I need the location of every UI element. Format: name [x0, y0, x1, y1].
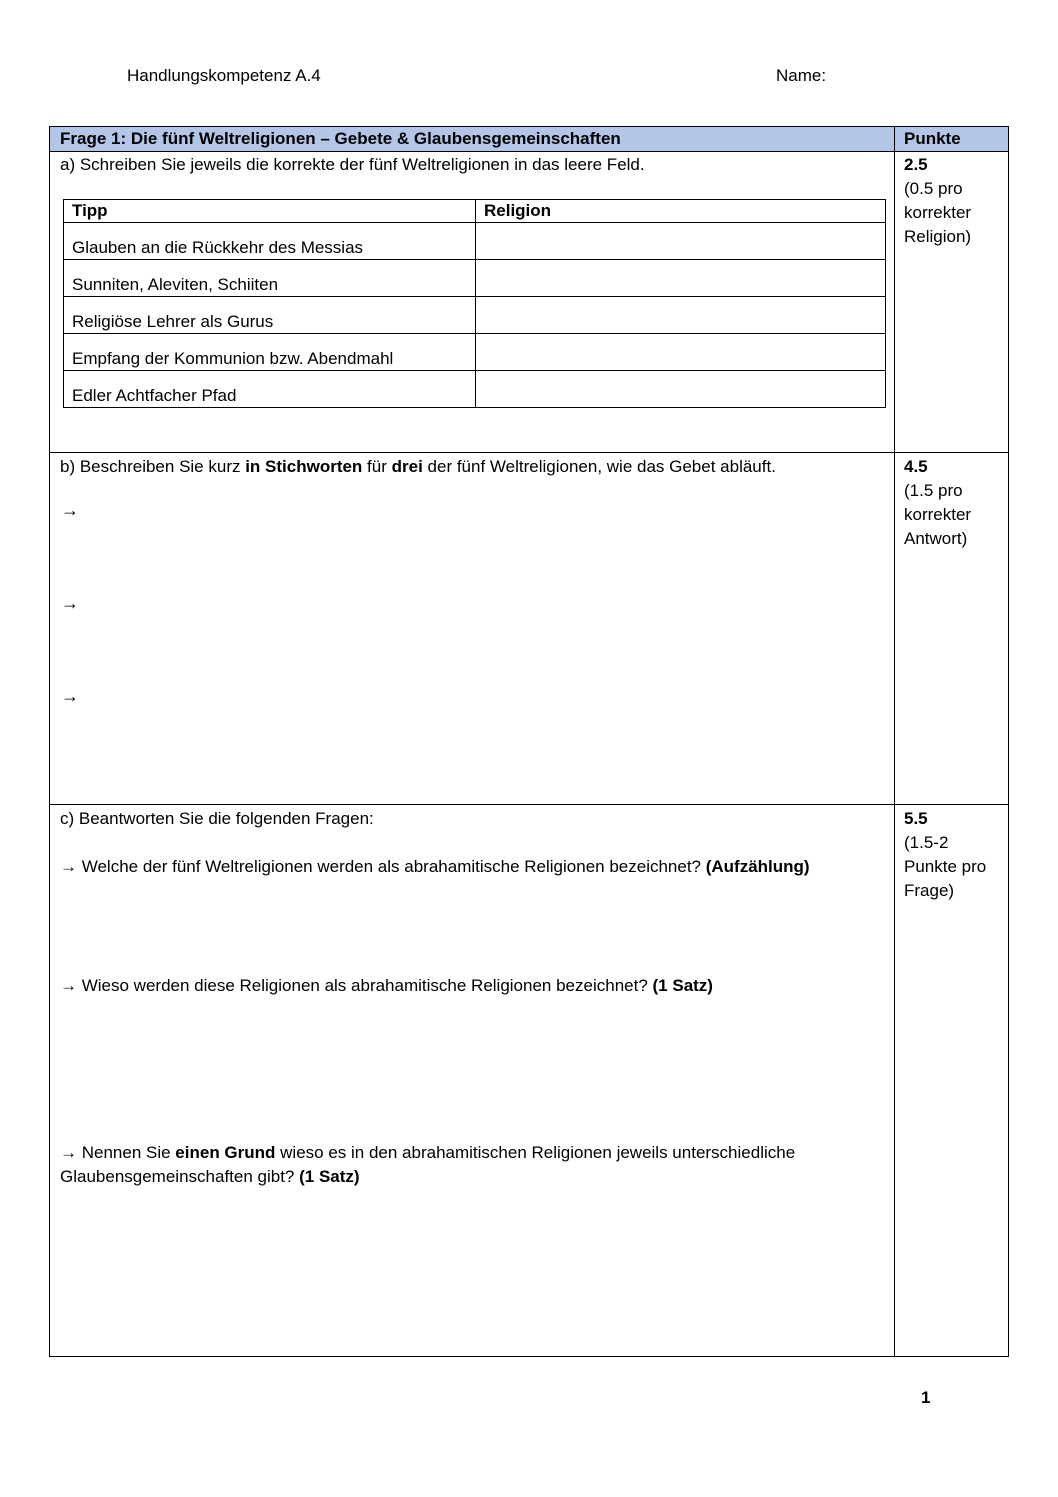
- question-c1: → Welche der fünf Weltreligionen werden als abrahamitische Religionen bezeichnet? (Aufzählung): [60, 857, 810, 876]
- page-number: 1: [921, 1388, 931, 1407]
- worksheet-title: Handlungskompetenz A.4: [127, 66, 321, 85]
- section-b-points: [904, 455, 1004, 551]
- arrow-icon: →: [61, 686, 79, 706]
- section-c-points: [904, 807, 1004, 903]
- section-b-points-note: (1.5 pro korrekter Antwort): [904, 481, 972, 548]
- table-header: [64, 200, 886, 223]
- arrow-icon: →: [61, 593, 79, 613]
- tipp-cell: Edler Achtfacher Pfad: [64, 371, 476, 408]
- section-c-points-note: (1.5-2 Punkte pro Frage): [904, 833, 987, 900]
- table-row: [64, 223, 886, 260]
- column-header-religion: Religion: [476, 200, 886, 223]
- section-a-points-note: (0.5 pro korrekter Religion): [904, 179, 972, 246]
- points-header: Punkte: [904, 129, 961, 148]
- arrow-icon: →: [61, 500, 79, 520]
- religion-match-table: [63, 199, 886, 408]
- question-c2: → Wieso werden diese Religionen als abrahamitische Religionen bezeichnet? (1 Satz): [60, 976, 713, 995]
- religion-answer-cell[interactable]: [476, 223, 886, 260]
- table-header-row: [50, 127, 1008, 152]
- table-row: [64, 260, 886, 297]
- tipp-cell: Religiöse Lehrer als Gurus: [64, 297, 476, 334]
- section-c-score: 5.5: [904, 809, 928, 828]
- section-c-prompt: c) Beantworten Sie die folgenden Fragen:: [60, 809, 374, 828]
- religion-answer-cell[interactable]: [476, 260, 886, 297]
- question-c3: → Nennen Sie einen Grund wieso es in den abrahamitischen Religionen jeweils unterschiedliche Glaubensgemeinschaften gibt? (1 Satz): [60, 1143, 796, 1186]
- religion-answer-cell[interactable]: [476, 334, 886, 371]
- religion-answer-cell[interactable]: [476, 297, 886, 334]
- tipp-cell: Sunniten, Aleviten, Schiiten: [64, 260, 476, 297]
- name-label: Name:: [776, 66, 827, 85]
- section-a-points: [904, 153, 1004, 249]
- column-header-tipp: Tipp: [64, 200, 476, 223]
- tipp-cell: Empfang der Kommunion bzw. Abendmahl: [64, 334, 476, 371]
- section-divider: [50, 452, 1008, 453]
- question-title: Frage 1: Die fünf Weltreligionen – Gebete & Glaubensgemeinschaften: [60, 129, 621, 148]
- religion-answer-cell[interactable]: [476, 371, 886, 408]
- section-a-prompt: a) Schreiben Sie jeweils die korrekte der fünf Weltreligionen in das leere Feld.: [60, 155, 645, 174]
- table-row: [64, 297, 886, 334]
- section-divider: [50, 804, 1008, 805]
- table-row: [64, 371, 886, 408]
- section-b-prompt: b) Beschreiben Sie kurz in Stichworten für drei der fünf Weltreligionen, wie das Gebet abläuft.: [60, 457, 776, 476]
- table-row: [64, 334, 886, 371]
- column-divider: [894, 127, 895, 1356]
- question-table: [49, 126, 1009, 1357]
- section-b-score: 4.5: [904, 457, 928, 476]
- section-a-score: 2.5: [904, 155, 928, 174]
- tipp-cell: Glauben an die Rückkehr des Messias: [64, 223, 476, 260]
